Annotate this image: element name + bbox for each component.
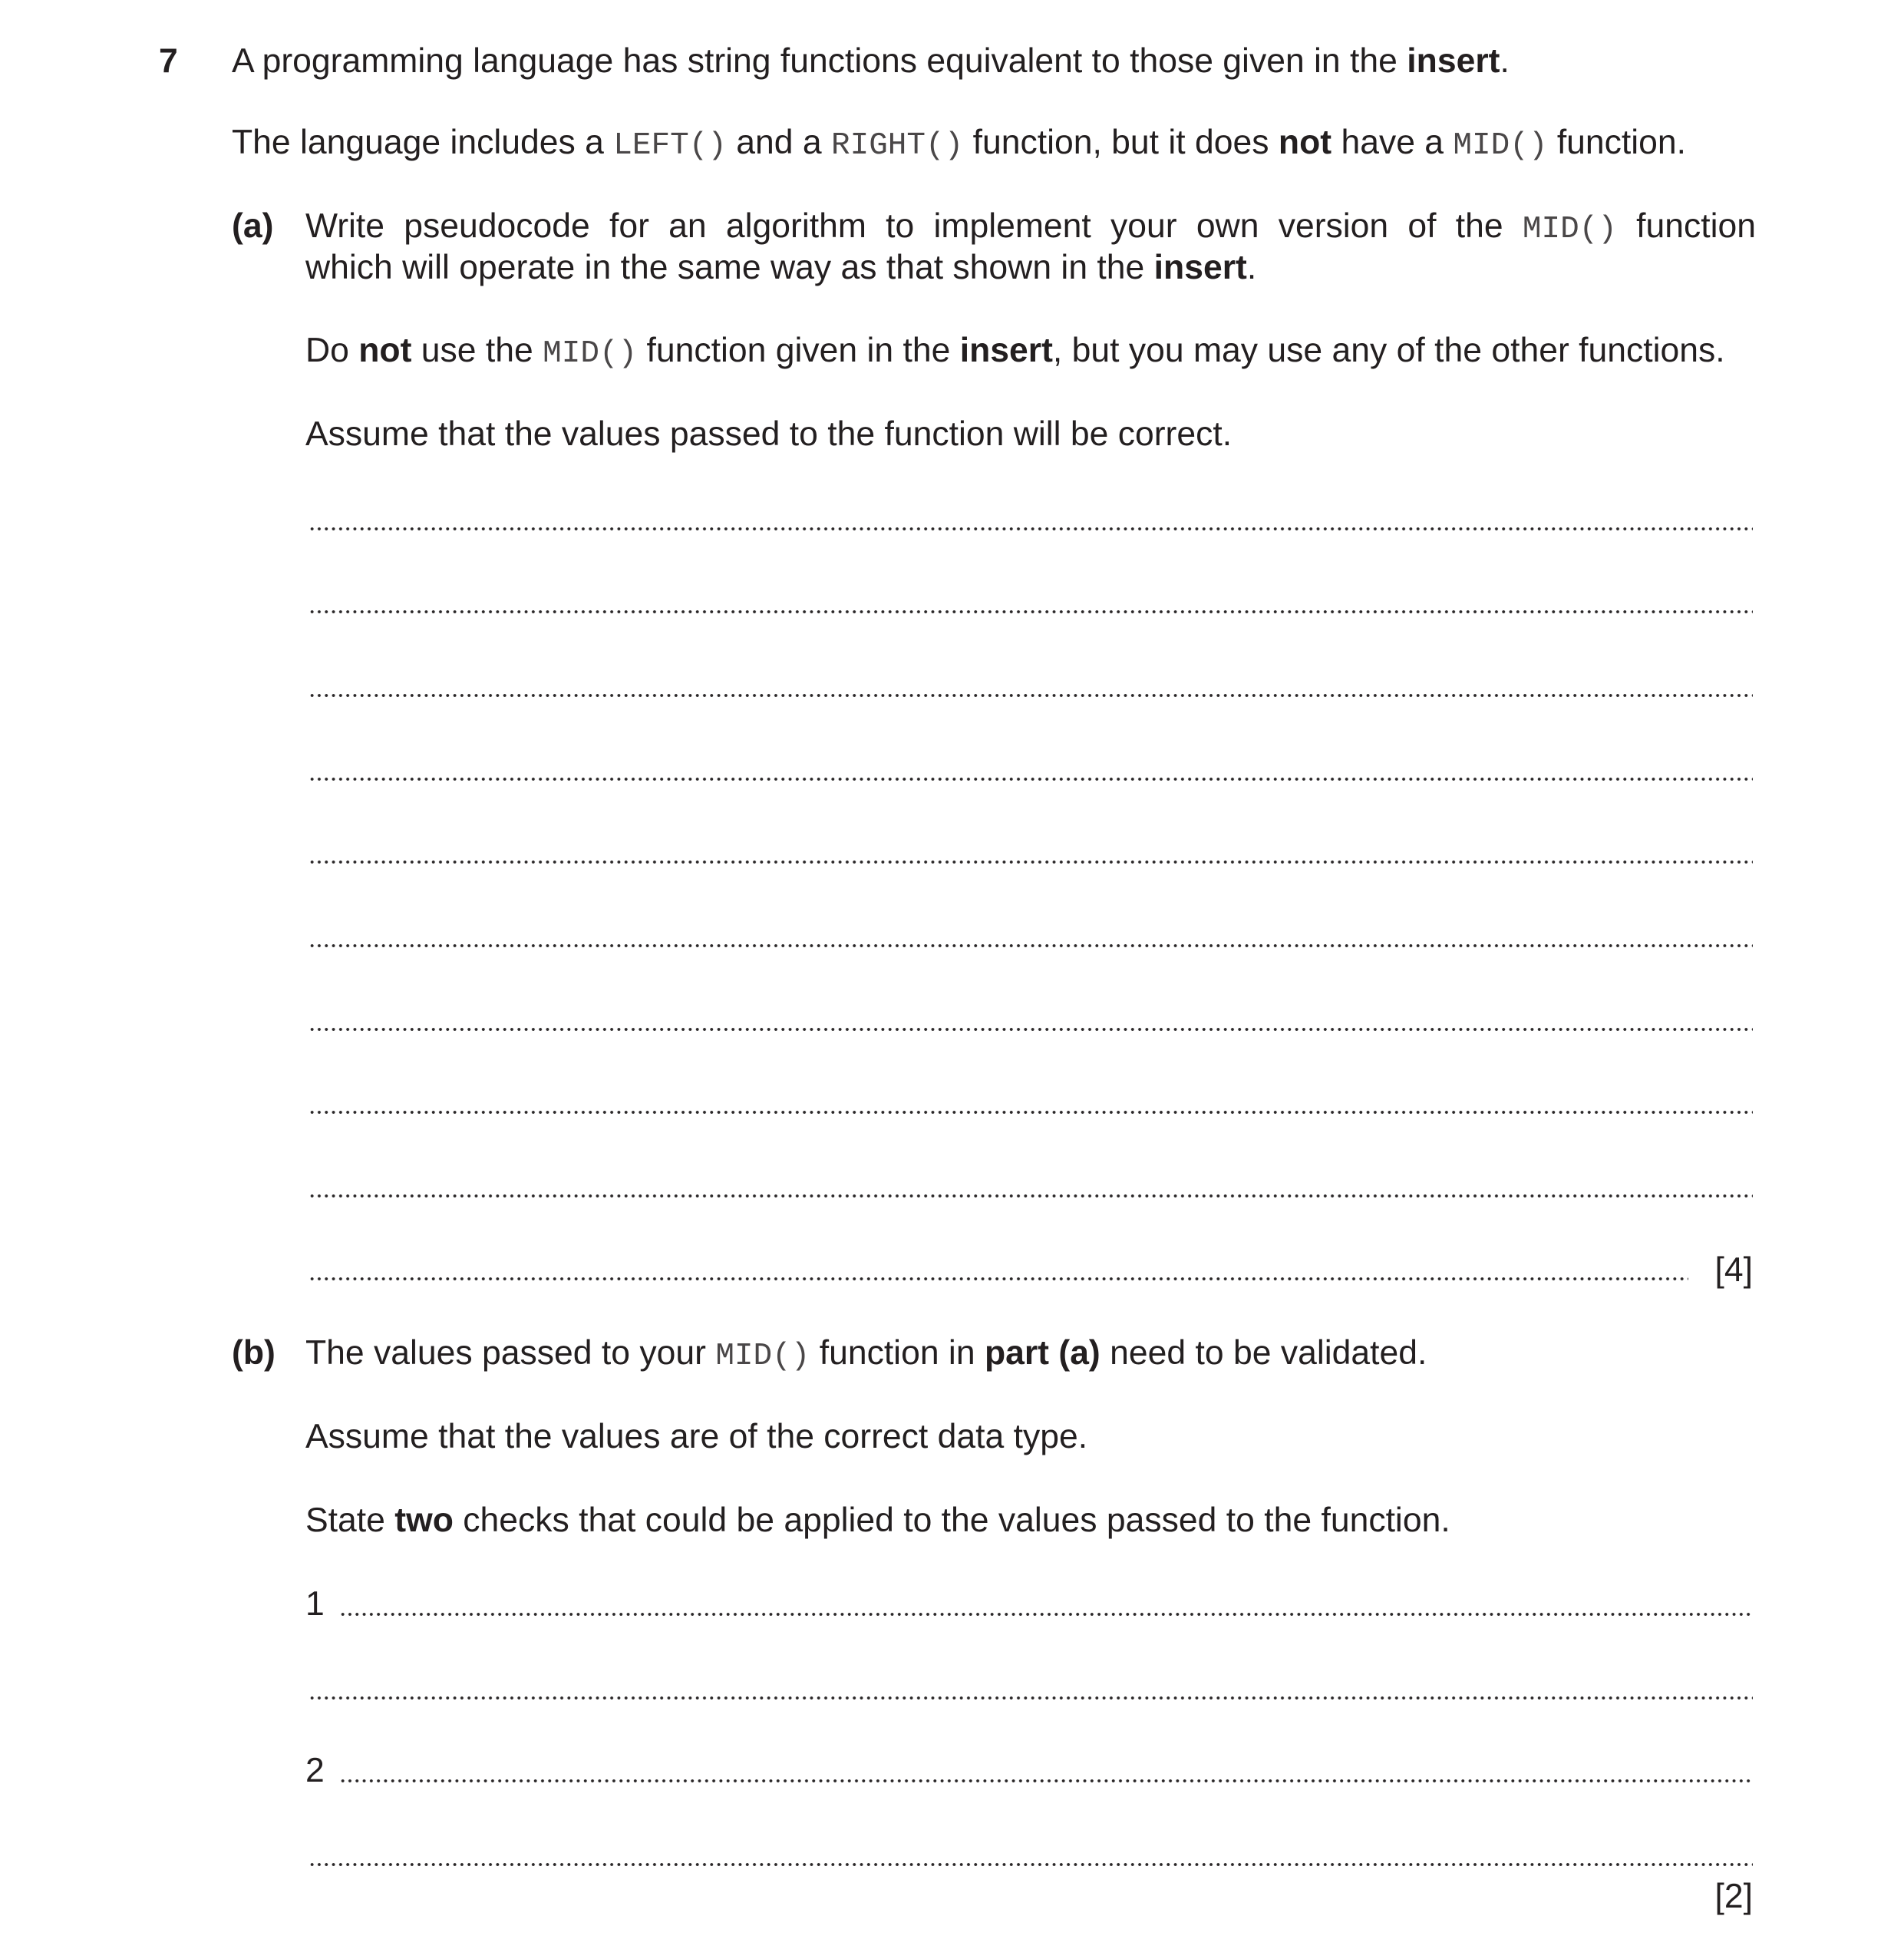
answer-line[interactable]: [339, 1612, 1753, 1617]
answer-line[interactable]: [309, 777, 1753, 781]
text-segment: Write pseudocode for an algorithm to implement your own version of the: [305, 207, 1523, 245]
bold-term: not: [358, 332, 412, 369]
part-a-line-4: Assume that the values passed to the function will be correct.: [305, 415, 1232, 453]
part-b-line-3: [305, 1501, 1450, 1539]
part-a-marks: [4]: [1714, 1251, 1753, 1289]
part-b-marks: [2]: [1714, 1878, 1753, 1915]
text-segment: which will operate in the same way as that shown in the: [305, 249, 1154, 286]
answer-line[interactable]: [309, 1110, 1753, 1115]
code-term: MID(): [1453, 128, 1548, 164]
answer-line[interactable]: [309, 527, 1753, 531]
part-b-label: (b): [232, 1334, 276, 1372]
answer-line[interactable]: [309, 943, 1753, 948]
text-segment: The values passed to your: [305, 1334, 716, 1372]
text-segment: .: [1500, 42, 1510, 80]
text-segment: function given in the: [637, 332, 960, 369]
answer-line[interactable]: [309, 1696, 1753, 1700]
answer-line[interactable]: [309, 1027, 1753, 1032]
bold-term: not: [1278, 124, 1332, 161]
answer-line[interactable]: [309, 1862, 1753, 1867]
bold-term: two: [394, 1501, 454, 1539]
text-segment: function, but it does: [963, 124, 1279, 161]
text-segment: function: [1616, 207, 1756, 245]
text-segment: function in: [810, 1334, 985, 1372]
text-segment: use the: [411, 332, 543, 369]
part-a-line-1: [305, 207, 1756, 247]
answer-line[interactable]: [309, 693, 1753, 698]
code-term: MID(): [1522, 212, 1617, 247]
code-term: MID(): [543, 336, 638, 372]
code-term: RIGHT(): [831, 128, 964, 164]
text-segment: and a: [726, 124, 831, 161]
question-number: 7: [159, 42, 178, 80]
text-segment: , but you may use any of the other functions.: [1052, 332, 1725, 369]
text-segment: need to be validated.: [1100, 1334, 1427, 1372]
question-intro-line-1: [232, 42, 1510, 80]
part-a-label: (a): [232, 207, 274, 245]
bold-term: insert: [959, 332, 1053, 369]
part-a-line-3: [305, 334, 1725, 370]
part-b-line-2: Assume that the values are of the correct data type.: [305, 1418, 1088, 1455]
text-segment: State: [305, 1501, 395, 1539]
text-segment: The language includes a: [232, 124, 614, 161]
bold-term: part (a): [984, 1334, 1100, 1372]
text-segment: function.: [1547, 124, 1687, 161]
text-segment: Do: [305, 332, 359, 369]
answer-line[interactable]: [339, 1779, 1753, 1783]
text-segment: A programming language has string functions equivalent to those given in the: [232, 42, 1407, 80]
text-segment: have a: [1331, 124, 1454, 161]
code-term: LEFT(): [613, 128, 727, 164]
answer-line[interactable]: [309, 1194, 1753, 1198]
part-b-line-1: [305, 1336, 1427, 1373]
text-segment: .: [1246, 249, 1257, 286]
bold-term: insert: [1407, 42, 1500, 80]
answer-line[interactable]: [309, 1277, 1688, 1281]
part-a-line-2: [305, 251, 1256, 286]
answer-label-1: 1: [305, 1585, 325, 1623]
text-segment: checks that could be applied to the values passed to the function.: [453, 1501, 1450, 1539]
answer-line[interactable]: [309, 609, 1753, 614]
answer-line[interactable]: [309, 860, 1753, 864]
question-intro-line-2: [232, 126, 1686, 162]
code-term: MID(): [715, 1339, 810, 1374]
bold-term: insert: [1153, 249, 1247, 286]
answer-label-2: 2: [305, 1752, 325, 1789]
